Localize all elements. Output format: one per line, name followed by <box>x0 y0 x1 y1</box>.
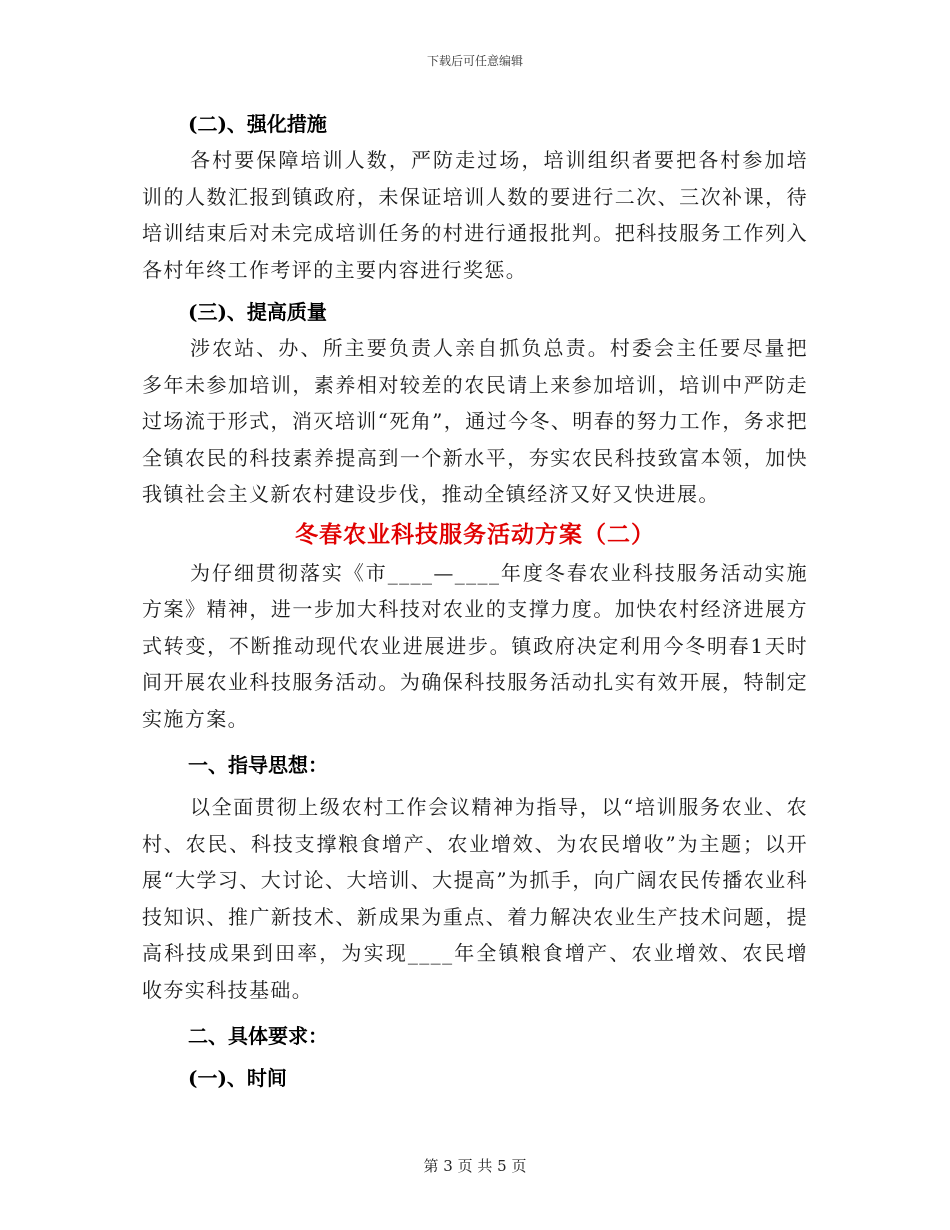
paragraph-strengthen-measures: 各村要保障培训人数，严防走过场，培训组织者要把各村参加培训的人数汇报到镇政府，未保证培训人数的要进行二次、三次补课，待培训结束后对未完成培训任务的村进行通报批判。把科技服务工作列入各村年终工作考评的主要内容进行奖惩。 <box>142 148 808 282</box>
section-heading-specific-requirements: 二、具体要求： <box>188 1024 328 1048</box>
section-heading-improve-quality: (三)、提高质量 <box>188 300 327 324</box>
section-heading-guiding-ideology: 一、指导思想： <box>188 753 328 777</box>
document-body <box>142 106 808 1096</box>
section-subheading-time: (一)、时间 <box>188 1066 287 1090</box>
document-title: 冬春农业科技服务活动方案（二） <box>295 520 655 548</box>
paragraph-guiding-ideology: 以全面贯彻上级农村工作会议精神为指导，以“培训服务农业、农村、农民、科技支撑粮食增产、农业增效、为农民增收”为主题；以开展“大学习、大讨论、大培训、大提高”为抓手，向广阔农民传播农业科技知识、推广新技术、新成果为重点、着力解决农业生产技术问题，提高科技成果到田率，为实现____年全镇粮食增产、农业增效、农民增收夯实科技基础。 <box>142 795 808 1002</box>
section-heading-strengthen-measures: (二)、强化措施 <box>188 112 327 136</box>
page-header-note: 下载后可任意编辑 <box>426 54 523 68</box>
paragraph-intro: 为仔细贯彻落实《市____—____年度冬春农业科技服务活动实施方案》精神，进一步加大科技对农业的支撑力度。加快农村经济进展方式转变，不断推动现代农业进展进步。镇政府决定利用今冬明春1天时间开展农业科技服务活动。为确保科技服务活动扎实有效开展，特制定实施方案。 <box>142 560 808 731</box>
paragraph-improve-quality: 涉农站、办、所主要负责人亲自抓负总责。村委会主任要尽量把多年未参加培训，素养相对较差的农民请上来参加培训，培训中严防走过场流于形式，消灭培训“死角”，通过今冬、明春的努力工作，务求把全镇农民的科技素养提高到一个新水平，夯实农民科技致富本领，加快我镇社会主义新农村建设步伐，推动全镇经济又好又快进展。 <box>142 336 808 506</box>
page-number: 第 3 页 共 5 页 <box>423 1157 527 1175</box>
